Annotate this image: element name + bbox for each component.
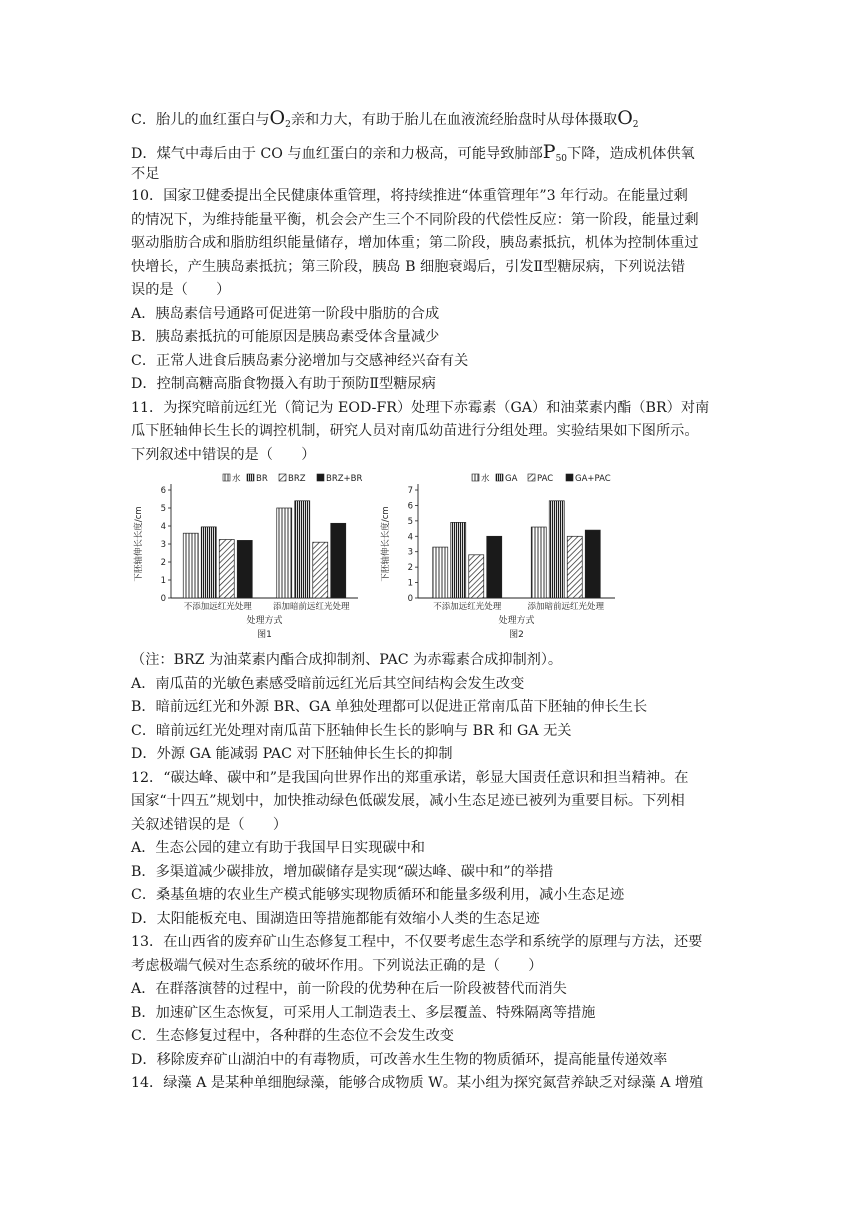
text-line xyxy=(131,351,468,371)
y-tick-label: 2 xyxy=(407,563,413,574)
legend-label: 水 xyxy=(481,474,490,484)
text-segment: 下列叙述中错误的是（ ） xyxy=(131,446,316,463)
text-segment: 不足 xyxy=(131,166,160,182)
y-tick-label: 5 xyxy=(160,504,166,514)
text-segment: 误的是（ ） xyxy=(131,282,231,298)
bar xyxy=(531,527,546,598)
text-line xyxy=(131,721,571,741)
legend-label: BR xyxy=(256,474,268,484)
text-segment: 2 xyxy=(632,120,639,130)
bar xyxy=(219,540,234,599)
legend-swatch xyxy=(317,474,324,481)
text-line xyxy=(131,791,685,811)
y-tick-label: 3 xyxy=(407,547,413,558)
text-line xyxy=(131,1026,454,1046)
y-tick-label: 4 xyxy=(407,532,413,543)
text-segment: C．桑基鱼塘的农业生产模式能够实现物质循环和能量多级利用，减小生态足迹 xyxy=(131,887,625,903)
text-segment: A．在群落演替的过程中，前一阶段的优势种在后一阶段被替代而消失 xyxy=(131,981,567,997)
text-line xyxy=(131,1073,703,1093)
text-segment: 下降，造成机体供氧 xyxy=(567,146,695,162)
x-tick-label: 不添加远红光处理 xyxy=(433,602,502,612)
text-segment: 10．国家卫健委提出全民健康体重管理，将持续推进“体重管理年”3 年行动。在能量过剩 xyxy=(131,188,688,204)
text-line xyxy=(131,257,685,277)
y-tick-label: 2 xyxy=(160,558,166,568)
legend-label: PAC xyxy=(537,474,554,484)
text-segment: C．生态修复过程中，各种群的生态位不会发生改变 xyxy=(131,1028,454,1044)
text-segment: 快增长，产生胰岛素抵抗；第三阶段，胰岛 B 细胞衰竭后，引发Ⅱ型糖尿病，下列说法错 xyxy=(131,258,686,275)
text-segment: O xyxy=(617,107,633,129)
legend-swatch xyxy=(223,474,230,481)
bar xyxy=(313,542,328,598)
text-segment: C．暗前远红光处理对南瓜苗下胚轴伸长生长的影响与 BR 和 GA 无关 xyxy=(131,722,572,739)
text-segment: 亲和力大，有助于胎儿在血液流经胎盘时从母体摄取 xyxy=(290,112,618,128)
legend-swatch xyxy=(496,474,503,481)
text-segment: 考虑极端气候对生态系统的破坏作用。下列说法正确的是（ ） xyxy=(131,957,543,974)
text-line xyxy=(131,374,436,394)
chart-title: 图1 xyxy=(257,630,272,640)
y-tick-label: 1 xyxy=(407,578,413,589)
text-line xyxy=(131,398,709,418)
text-line xyxy=(131,445,315,465)
text-segment: 50 xyxy=(555,154,568,164)
y-tick-label: 7 xyxy=(407,486,413,496)
text-line xyxy=(131,186,688,206)
legend-label: 水 xyxy=(232,474,241,484)
legend-label: BRZ+BR xyxy=(326,474,363,484)
text-segment: 12．“碳达峰、碳中和”是我国向世界作出的郑重承诺，彰显大国责任意识和担当精神。在 xyxy=(131,769,689,786)
bar xyxy=(277,508,292,598)
bar xyxy=(469,555,484,598)
text-segment: C．正常人进食后胰岛素分泌增加与交感神经兴奋有关 xyxy=(131,352,469,369)
bar xyxy=(585,530,600,598)
y-tick-label: 1 xyxy=(160,576,166,586)
legend-label: GA+PAC xyxy=(575,474,611,484)
text-segment: A．生态公园的建立有助于我国早日实现碳中和 xyxy=(131,840,425,856)
text-segment: D．外源 GA 能减弱 PAC 对下胚轴伸长生长的抑制 xyxy=(131,746,453,762)
text-segment: 瓜下胚轴伸长生长的调控机制，研究人员对南瓜幼苗进行分组处理。实验结果如下图所示。 xyxy=(131,423,699,439)
legend-swatch xyxy=(472,474,479,481)
text-line xyxy=(131,421,699,441)
text-segment: D．太阳能板充电、围湖造田等措施都能有效缩小人类的生态足迹 xyxy=(131,910,540,927)
text-line xyxy=(131,164,159,184)
legend-swatch xyxy=(528,474,535,481)
text-line xyxy=(131,768,689,788)
y-tick-label: 3 xyxy=(160,540,166,550)
text-line xyxy=(131,979,567,999)
y-tick-label: 0 xyxy=(160,594,166,604)
y-tick-label: 5 xyxy=(407,516,413,527)
chart-title: 图2 xyxy=(509,630,524,640)
text-line xyxy=(131,108,639,135)
text-segment: （注：BRZ 为油菜素内酯合成抑制剂、PAC 为赤霉素合成抑制剂）。 xyxy=(131,652,563,668)
bar xyxy=(183,533,198,598)
text-segment: O xyxy=(269,107,286,129)
text-line xyxy=(131,1003,595,1023)
text-line xyxy=(131,862,553,882)
y-axis-label: 下胚轴伸长长度/cm xyxy=(381,506,391,582)
text-segment: P xyxy=(542,141,556,163)
text-segment: B．胰岛素抵抗的可能原因是胰岛素受体含量减少 xyxy=(131,329,440,345)
legend-label: GA xyxy=(505,474,518,484)
x-tick-label: 添加暗前远红光处理 xyxy=(272,602,350,612)
bar xyxy=(295,501,310,598)
text-line xyxy=(131,1050,667,1070)
text-segment: D．煤气中毒后由于 CO 与血红蛋白的亲和力极高，可能导致肺部 xyxy=(131,146,543,162)
text-line xyxy=(131,210,699,230)
text-line xyxy=(131,838,425,858)
text-segment: B．暗前远红光和外源 BR、GA 单独处理都可以促进正常南瓜苗下胚轴的伸长生长 xyxy=(131,699,648,715)
text-line xyxy=(131,815,287,835)
text-line xyxy=(131,744,453,764)
text-line xyxy=(131,956,542,976)
text-segment: 11．为探究暗前远红光（简记为 EOD-FR）处理下赤霉素（GA）和油菜素内酯（BR）对南 xyxy=(131,399,710,416)
text-line xyxy=(131,233,699,253)
text-segment: 关叙述错误的是（ ） xyxy=(131,816,288,833)
text-line xyxy=(131,650,562,670)
text-segment: B．多渠道减少碳排放，增加碳储存是实现“碳达峰、碳中和”的举措 xyxy=(131,863,554,880)
text-line xyxy=(131,674,524,694)
text-segment: 国家“十四五”规划中，加快推动绿色低碳发展，减小生态足迹已被列为重要目标。下列相 xyxy=(131,793,685,809)
text-segment: A．南瓜苗的光敏色素感受暗前远红光后其空间结构会发生改变 xyxy=(131,675,525,692)
legend-label: BRZ xyxy=(288,474,306,484)
y-axis-label: 下胚轴伸长长度/cm xyxy=(134,506,144,582)
bar xyxy=(549,501,564,598)
text-line xyxy=(131,885,624,905)
y-tick-label: 0 xyxy=(407,594,413,604)
x-axis-label: 处理方式 xyxy=(498,616,535,626)
legend-swatch xyxy=(247,474,254,481)
y-tick-label: 6 xyxy=(160,486,166,496)
bar xyxy=(237,540,252,598)
text-line xyxy=(131,142,695,169)
bar xyxy=(433,547,448,598)
text-segment: A．胰岛素信号通路可促进第一阶段中脂肪的合成 xyxy=(131,305,440,322)
bar xyxy=(331,523,346,598)
text-segment: 14．绿藻 A 是某种单细胞绿藻，能够合成物质 W。某小组为探究氮营养缺乏对绿藻 A 增殖 xyxy=(131,1075,704,1091)
y-tick-label: 6 xyxy=(407,501,413,512)
text-line xyxy=(131,304,439,324)
legend-swatch xyxy=(566,474,573,481)
y-tick-label: 4 xyxy=(160,522,166,532)
text-segment: 驱动脂肪合成和脂肪组织能量储存，增加体重；第二阶段，胰岛素抵抗，机体为控制体重过 xyxy=(131,235,699,251)
text-segment: D．控制高糖高脂食物摄入有助于预防Ⅱ型糖尿病 xyxy=(131,376,436,392)
text-segment: 的情况下，为维持能量平衡，机会会产生三个不同阶段的代偿性反应：第一阶段，能量过剩 xyxy=(131,211,699,228)
bar-chart-figure-1 xyxy=(131,470,366,645)
text-segment: 2 xyxy=(285,120,291,130)
text-segment: B．加速矿区生态恢复，可采用人工制造表土、多层覆盖、特殊隔离等措施 xyxy=(131,1004,596,1021)
text-segment: 13．在山西省的废弃矿山生态修复工程中，不仅要考虑生态学和系统学的原理与方法，还要 xyxy=(131,934,703,950)
bar-chart-figure-2 xyxy=(378,470,623,645)
x-tick-label: 不添加远红光处理 xyxy=(183,602,252,612)
bar xyxy=(451,522,466,598)
text-line xyxy=(131,697,647,717)
bar xyxy=(487,536,502,598)
text-line xyxy=(131,280,230,300)
text-line xyxy=(131,327,439,347)
x-tick-label: 添加暗前远红光处理 xyxy=(527,602,605,612)
bar xyxy=(201,527,216,598)
text-segment: C．胎儿的血红蛋白与 xyxy=(131,112,270,128)
x-axis-label: 处理方式 xyxy=(246,616,283,626)
legend-swatch xyxy=(279,474,286,481)
text-segment: D．移除废弃矿山湖泊中的有毒物质，可改善水生生物的物质循环，提高能量传递效率 xyxy=(131,1051,668,1068)
bar xyxy=(567,536,582,598)
text-line xyxy=(131,932,702,952)
text-line xyxy=(131,909,540,929)
